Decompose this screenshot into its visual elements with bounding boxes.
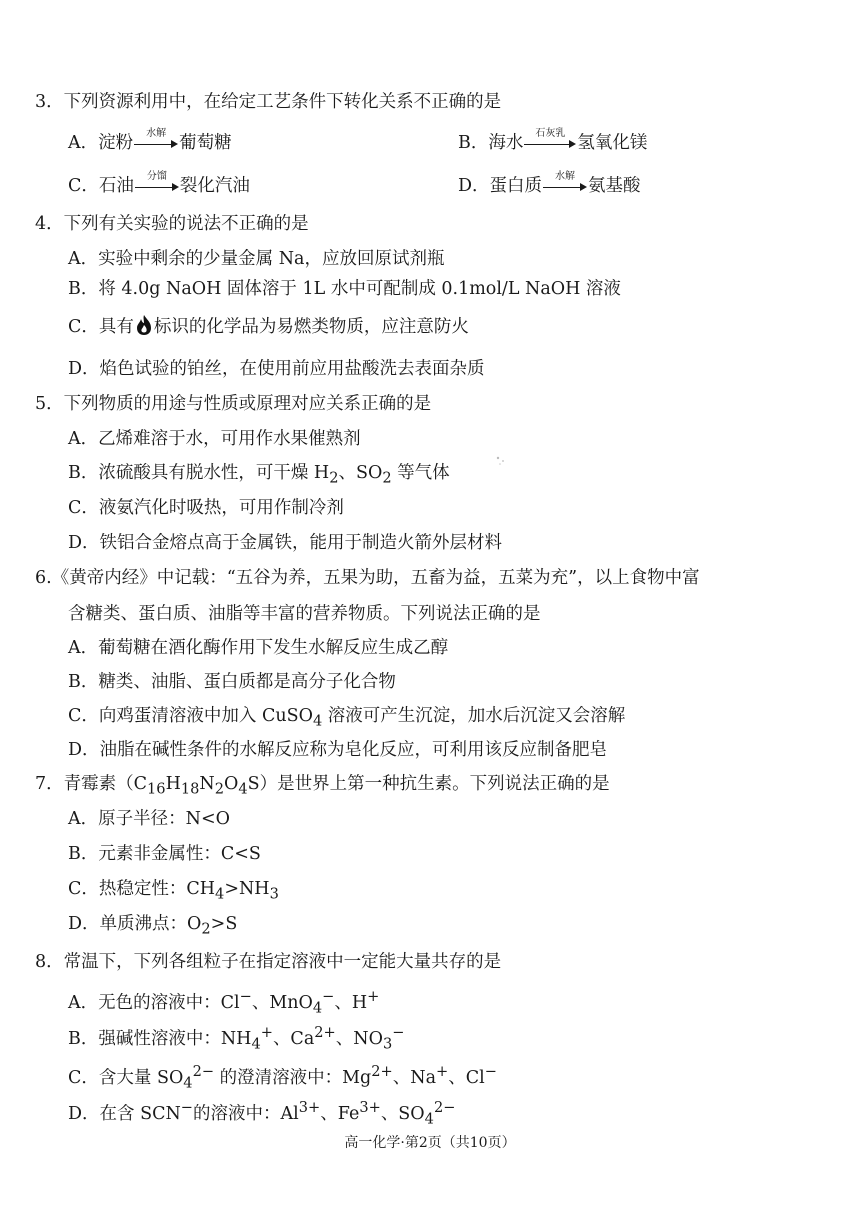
subscript: 4 [183,1074,193,1092]
q6-option-c [68,704,625,734]
q5-stem: 5．下列物质的用途与性质或原理对应关系正确的是 [35,394,432,414]
q4-option-d: D．焰色试验的铂丝，在使用前应用盐酸洗去表面杂质 [68,359,485,379]
scan-speck [493,452,509,468]
q5-b-mid: 、SO [338,463,383,483]
q7-c-pre: C．热稳定性：CH [68,879,216,899]
q8-b-mid: 、Ca [272,1028,315,1049]
q8-option-a [68,985,379,1020]
q8-option-c [68,1060,497,1095]
superscript: + [260,1024,273,1041]
q4-c-pre: C．具有 [68,317,134,337]
q3-stem: 3．下列资源利用中，在给定工艺条件下转化关系不正确的是 [35,92,502,112]
reaction-arrow [543,171,587,198]
q7-stem-pre: 7．青霉素（C [35,774,148,794]
q5-b-pre: B．浓硫酸具有脱水性，可干燥 H [68,463,330,483]
superscript: 2+ [371,1063,393,1080]
subscript: 16 [147,780,166,798]
q4-option-c [68,314,469,339]
q5-option-c: C．液氨汽化时吸热，可用作制冷剂 [68,498,344,518]
q8-c-pre: C．含大量 SO [68,1067,184,1088]
superscript: + [367,988,380,1005]
subscript: 2 [382,469,392,487]
q8-c-mid3: 、Cl [448,1067,485,1088]
q3-a-label: A． [68,133,99,153]
q8-option-b [68,1021,404,1056]
q7-stem-post: S）是世界上第一种抗生素。下列说法正确的是 [247,774,610,794]
subscript: 2 [329,469,339,487]
flame-hazard-icon [134,314,154,336]
subscript: 4 [424,1110,434,1128]
subscript: 3 [269,885,279,903]
reaction-condition: 石灰乳 [535,128,566,139]
superscript: − [180,1099,194,1116]
reaction-condition: 水解 [146,128,167,139]
q8-d-mid3: 、SO [380,1103,425,1124]
subscript: 3 [382,1035,393,1053]
superscript: 2− [433,1099,456,1116]
q8-b-pre: B．强碱性溶液中：NH [68,1028,252,1049]
q8-a-mid: 、MnO [251,992,313,1013]
q4-option-b: B．将 4.0g NaOH 固体溶于 1L 水中可配制成 0.1mol/L NaOH 溶液 [68,279,621,299]
subscript: 18 [180,780,200,798]
q8-c-mid: 的澄清溶液中：Mg [214,1067,372,1088]
q8-a-pre: A．无色的溶液中：Cl [68,992,240,1013]
q6-option-b: B．糖类、油脂、蛋白质都是高分子化合物 [68,672,396,692]
subscript: 4 [312,999,323,1017]
reaction-condition: 水解 [555,171,576,182]
q4-option-a: A．实验中剩余的少量金属 Na，应放回原试剂瓶 [68,249,445,269]
q7-d-pre: D．单质沸点：O [68,914,202,934]
superscript: 3+ [298,1099,321,1116]
q7-stem [35,772,610,802]
q8-c-mid2: 、Na [392,1067,437,1088]
subscript: 4 [215,885,225,903]
reaction-condition: 分馏 [146,171,167,182]
q6-option-d: D．油脂在碱性条件的水解反应称为皂化反应，可利用该反应制备肥皂 [68,740,608,760]
q5-option-d: D．铁铝合金熔点高于金属铁，能用于制造火箭外层材料 [68,533,503,553]
q3-c-from: 石油 [98,176,134,196]
superscript: − [392,1024,405,1041]
q3-b-label: B． [458,133,489,153]
q8-b-mid2: 、NO [335,1028,383,1049]
element-symbol: H [165,774,181,794]
subscript: 4 [312,712,323,730]
q7-option-d [68,912,237,942]
q5-option-a: A．乙烯难溶于水，可用作水果催熟剂 [68,429,361,449]
q3-d-to: 氨基酸 [588,176,641,196]
q8-d-mid2: 、Fe [320,1103,360,1124]
q3-d-from: 蛋白质 [489,176,543,196]
element-symbol: N [199,774,215,794]
q7-option-c [68,877,279,907]
q4-c-post: 标识的化学品为易燃类物质，应注意防火 [153,317,469,337]
superscript: 2+ [314,1024,336,1041]
q6-option-a: A．葡萄糖在酒化酶作用下发生水解反应生成乙醇 [68,638,449,658]
superscript: − [239,988,252,1005]
superscript: + [436,1063,449,1080]
superscript: − [322,988,335,1005]
q5-b-post: 等气体 [391,463,450,483]
q3-option-d [458,171,641,198]
q6-c-post: 溶液可产生沉淀，加水后沉淀又会溶解 [322,706,626,726]
reaction-arrow [524,128,576,155]
q8-d-mid: 的溶液中：Al [193,1103,299,1124]
reaction-arrow [135,171,179,198]
q7-option-a: A．原子半径：N<O [68,809,230,829]
q8-stem: 8．常温下，下列各组粒子在指定溶液中一定能大量共存的是 [35,952,502,972]
q8-option-d [68,1096,455,1131]
subscript: 4 [251,1035,261,1053]
q3-d-label: D． [458,176,490,196]
q3-b-from: 海水 [488,133,524,153]
element-symbol: O [224,774,239,794]
q7-c-post: >NH [224,879,270,899]
q3-b-to: 氢氧化镁 [577,133,648,153]
q7-option-b: B．元素非金属性：C<S [68,844,261,864]
q3-a-to: 葡萄糖 [179,133,232,153]
q3-a-from: 淀粉 [98,133,134,153]
q6-stem-line1: 6.《黄帝内经》中记载：“五谷为养，五果为助，五畜为益，五菜为充”，以上食物中富 [35,568,700,588]
q3-c-to: 裂化汽油 [179,176,250,196]
q4-stem: 4．下列有关实验的说法不正确的是 [35,214,309,234]
superscript: 3+ [359,1099,381,1116]
q3-option-b [458,128,648,155]
q3-option-c [68,171,250,198]
q7-d-post: >S [210,914,238,934]
reaction-arrow [134,128,178,155]
superscript: 2− [192,1063,215,1080]
q3-c-label: C． [68,176,99,196]
q5-option-b [68,461,450,491]
page-footer: 高一化学·第2页（共10页） [344,1135,516,1151]
q6-c-pre: C．向鸡蛋清溶液中加入 CuSO [68,706,313,726]
q6-stem-line2: 含糖类、蛋白质、油脂等丰富的营养物质。下列说法正确的是 [68,604,541,624]
subscript: 2 [214,780,225,798]
subscript: 2 [201,920,211,938]
q8-a-mid2: 、H [334,992,368,1013]
q3-option-a [68,128,232,155]
superscript: − [484,1063,497,1080]
subscript: 4 [238,780,248,798]
q8-d-pre: D．在含 SCN [68,1103,181,1124]
